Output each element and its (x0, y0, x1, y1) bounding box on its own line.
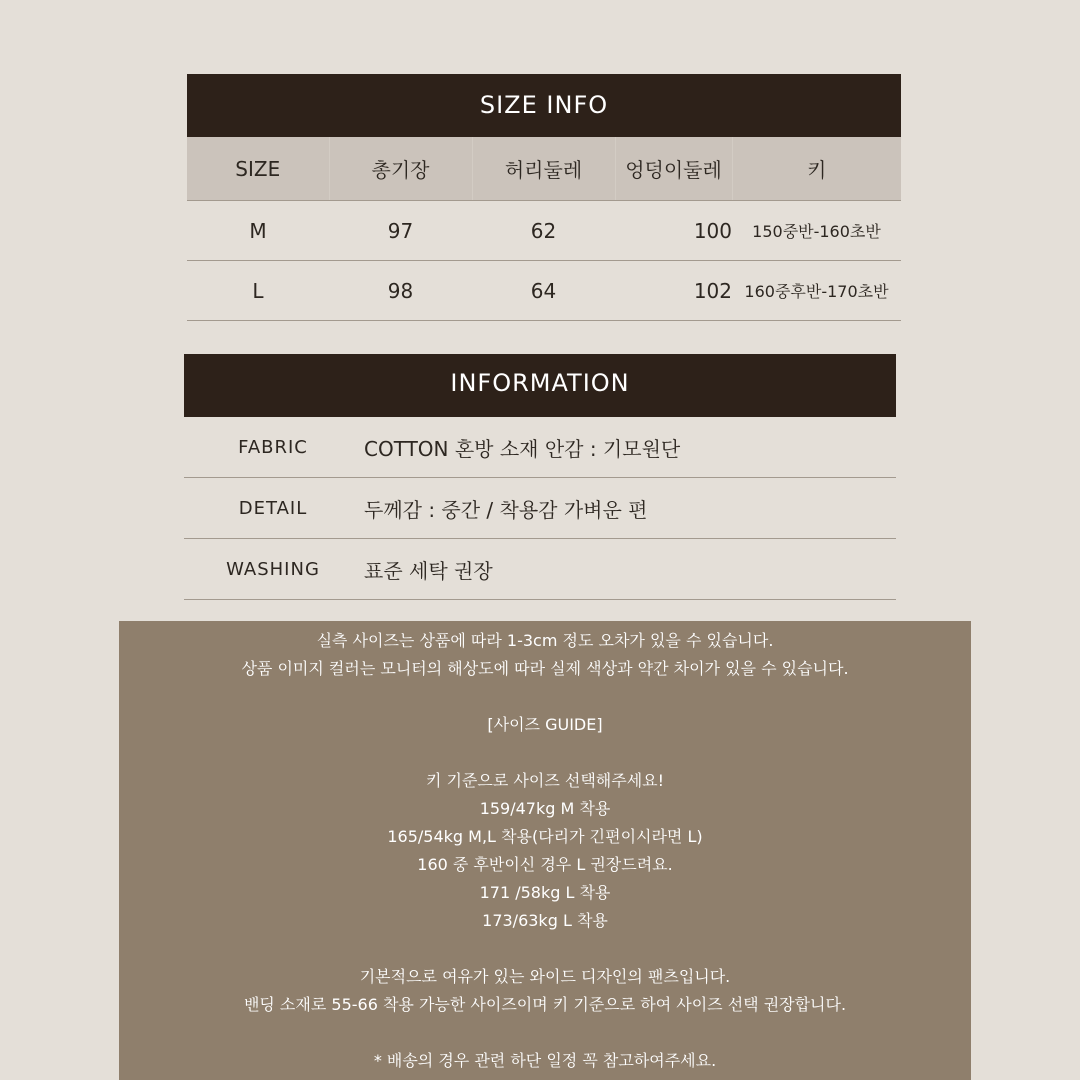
table-cell: L (187, 261, 329, 321)
size-table (187, 137, 901, 321)
table-cell: 150중반-160초반 (732, 201, 901, 261)
table-cell: 97 (329, 201, 472, 261)
table-row (187, 201, 901, 261)
notice-spacer (119, 739, 971, 767)
notice-spacer (119, 683, 971, 711)
table-cell: 62 (472, 201, 615, 261)
notice-box (119, 621, 971, 1080)
size-info-title: SIZE INFO (187, 74, 901, 137)
table-row (187, 261, 901, 321)
info-row-detail (184, 478, 896, 539)
table-cell: 100 (615, 201, 732, 261)
size-table-header-row (187, 137, 901, 201)
info-row-washing (184, 539, 896, 600)
column-header: 총기장 (329, 137, 472, 201)
info-label: FABRIC (238, 436, 308, 458)
notice-line: 165/54kg M,L 착용(다리가 긴편이시라면 L) (387, 827, 703, 846)
info-label: DETAIL (238, 497, 308, 519)
notice-line: 171 /58kg L 착용 (479, 883, 611, 902)
notice-line: 밴딩 소재로 55-66 착용 가능한 사이즈이며 키 기준으로 하여 사이즈 선택 권장합니다. (243, 995, 847, 1014)
notice-line: 키 기준으로 사이즈 선택해주세요! (425, 771, 665, 790)
notice-line: 실측 사이즈는 상품에 따라 1-3cm 정도 오차가 있을 수 있습니다. (316, 631, 774, 650)
column-header: 키 (732, 137, 901, 201)
notice-line: 160 중 후반이신 경우 L 권장드려요. (417, 855, 673, 874)
information-title: INFORMATION (184, 354, 896, 417)
table-cell: 102 (615, 261, 732, 321)
table-cell: M (187, 201, 329, 261)
table-cell: 98 (329, 261, 472, 321)
info-label: WASHING (226, 558, 320, 580)
info-row-fabric (184, 417, 896, 478)
info-value: 표준 세탁 권장 (364, 558, 493, 583)
column-header: SIZE (187, 137, 329, 201)
notice-line: 상품 이미지 컬러는 모니터의 해상도에 따라 실제 색상과 약간 차이가 있을 수 있습니다. (241, 659, 849, 678)
table-cell: 160중후반-170초반 (732, 261, 901, 321)
notice-line: 159/47kg M 착용 (479, 799, 611, 818)
notice-line: * 배송의 경우 관련 하단 일정 꼭 참고하여주세요. (373, 1051, 717, 1070)
column-header: 허리둘레 (472, 137, 615, 201)
info-value: 두께감 : 중간 / 착용감 가벼운 편 (364, 497, 648, 522)
size-info-section (187, 74, 901, 321)
notice-spacer (119, 1019, 971, 1047)
column-header: 엉덩이둘레 (615, 137, 732, 201)
information-section (184, 354, 896, 600)
info-value: COTTON 혼방 소재 안감 : 기모원단 (364, 436, 681, 461)
notice-spacer (119, 935, 971, 963)
notice-line: 173/63kg L 착용 (482, 911, 608, 930)
notice-line: [사이즈 GUIDE] (487, 715, 603, 734)
table-cell: 64 (472, 261, 615, 321)
notice-line: 기본적으로 여유가 있는 와이드 디자인의 팬츠입니다. (359, 967, 731, 986)
